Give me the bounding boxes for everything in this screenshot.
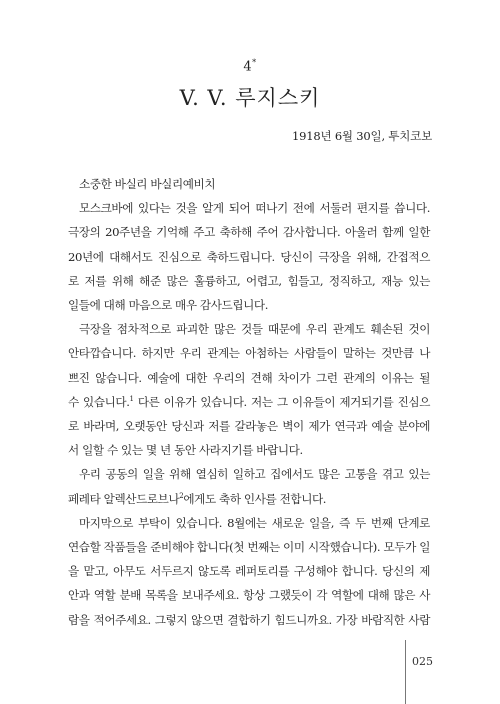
letter-body xyxy=(68,172,430,632)
page-number-rule xyxy=(405,640,406,704)
paragraph-3: 우리 공동의 일을 위해 열심히 일하고 집에서도 많은 고통을 겪고 있는 페레타 알렉산드로브나$^2$에게도 축하 인사를 전합니다. xyxy=(68,467,430,506)
footnote-ref-1: 1 xyxy=(129,394,134,403)
chapter-footnote-mark: * xyxy=(252,58,257,67)
letter-dateline: 1918년 6월 30일, 투치코보 xyxy=(291,129,432,143)
chapter-number: 4* xyxy=(243,58,257,75)
paragraph-4: 마지막으로 부탁이 있습니다. 8월에는 새로운 일을, 즉 두 번째 단계로 연습할 작품들을 준비해야 합니다(첫 번째는 이미 시작했습니다). 모두가 일 을 맡고, 아무도 서두르지 않도록 레퍼토리를 구성해야 합니다. 당신의 제 안과 역할 분배 목록을 보내주세요. 항상 그랬듯이 각 역할에 대해 많은 사 람을 적어주세요. 그렇지 않으면 결합하기 힘드니까요. 가장 바람직한 사람 xyxy=(68,515,430,627)
salutation: 소중한 바실리 바실리예비치 xyxy=(79,177,216,191)
paragraph-1: 모스크바에 있다는 것을 알게 되어 떠나기 전에 서둘러 편지를 씁니다. 극장의 20주년을 기억해 주고 축하해 주어 감사합니다. 아울러 함께 일한 20년에 대해서도 진심으로 축하드립니다. 당신이 극장을 위해, 간접적으 로 저를 위해 해준 많은 훌륭하고, 어렵고, 힘들고, 정직하고, 재능 있는 일들에 대해 마음으로 매우 감사드립니다. xyxy=(68,201,430,313)
footnote-ref-2: 2 xyxy=(179,491,184,500)
paragraph-2: 극장을 점차적으로 파괴한 많은 것들 때문에 우리 관계도 훼손된 것이 안타깝습니다. 하지만 우리 관계는 아첨하는 사람들이 말하는 것만큼 나 쁘진 않습니다. 예술에 대한 우리의 견해 차이가 그런 관계의 이유는 될 수 있습니다.$^1$ 다른 이유가 있습니다. 저는 그 이유들이 제거되기를 진심으 로 바라며, 오랫동안 당신과 저를 갈라놓은 벽이 제가 연극과 예술 분야에 서 일할 수 있는 몇 년 동안 사라지기를 바랍니다. xyxy=(68,322,430,458)
page-number: 025 xyxy=(412,655,433,668)
chapter-title: V. V. 루지스키 xyxy=(179,86,321,110)
